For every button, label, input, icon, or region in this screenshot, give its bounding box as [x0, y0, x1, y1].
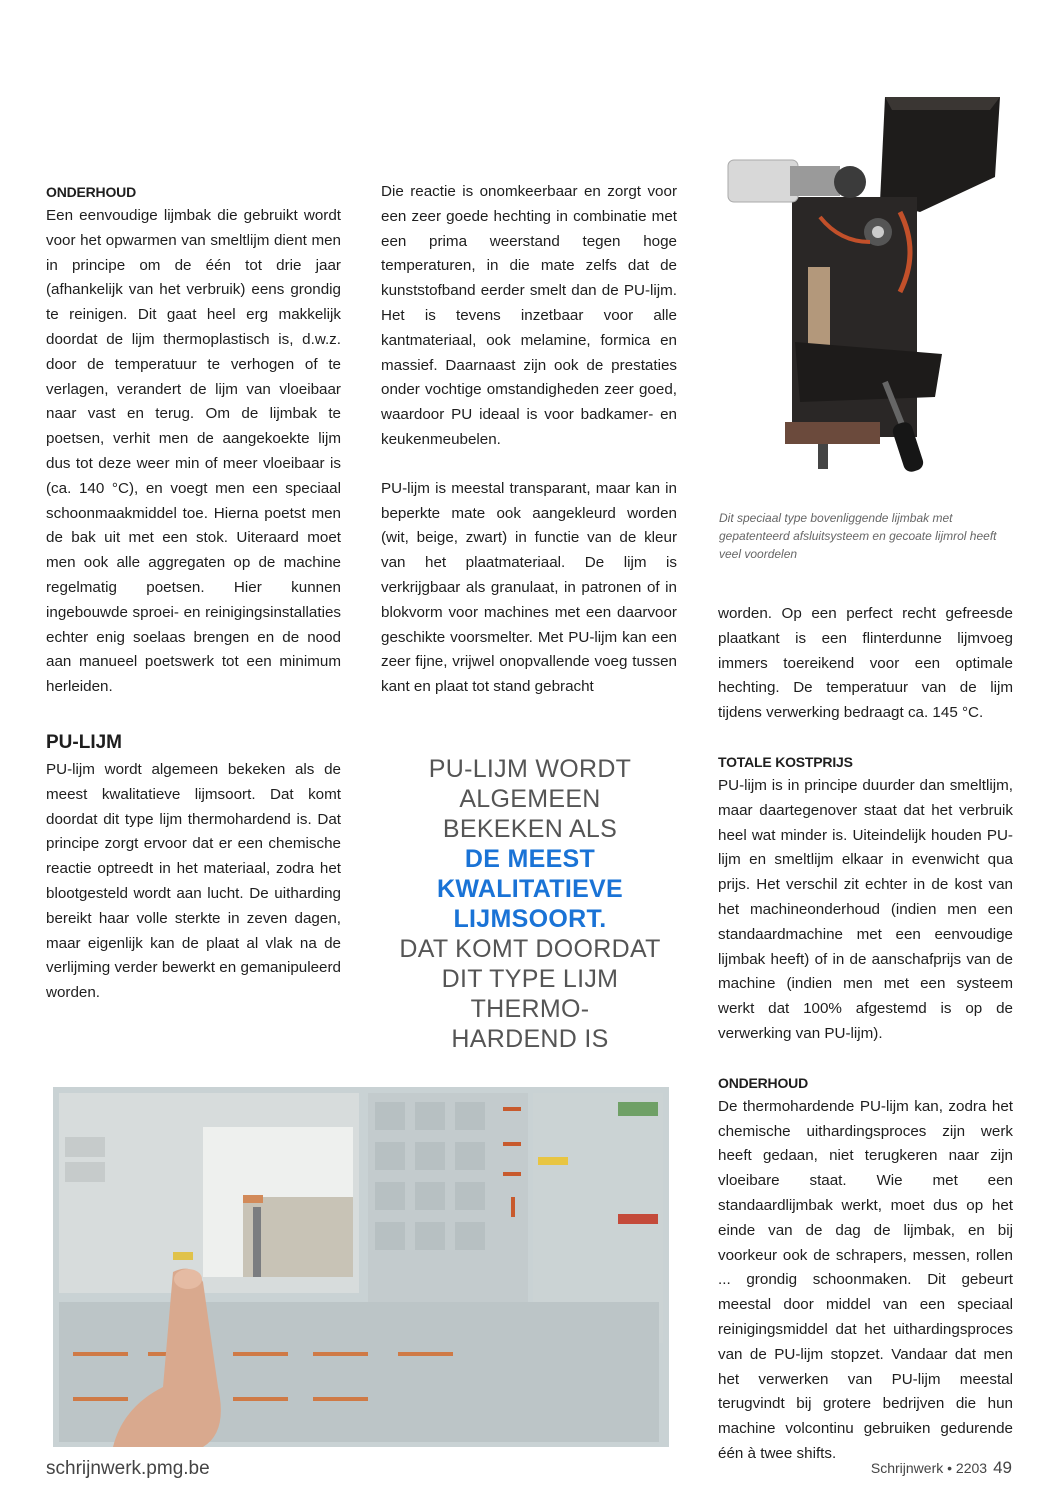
footer-website-link[interactable]: schrijnwerk.pmg.be — [46, 1458, 210, 1479]
quote-line: ALGEMEEN — [459, 785, 601, 813]
footer-issue — [871, 1458, 1012, 1478]
paragraph: worden. Op een perfect recht gefreesde plaatkant is een flinterdunne lijmvoeg immers toereikend voor een optimale hechting. De temperatuur van de lijm tijdens verwerking bedraagt ca. 145 °C. — [718, 605, 1013, 722]
heading-pu-lijm: PU-LIJM — [46, 731, 122, 753]
quote-line: DAT KOMT DOORDAT — [399, 935, 661, 963]
paragraph: PU-lijm is in principe duurder dan smeltlijm, maar daartegenover staat dat het verbruik heel wat minder is. Uiteindelijk houden PU-lijm en smeltlijm elkaar in evenwicht qua prijs. Het verschil zit echter in de kost van het machineonderhoud (indien men een standaardmachine met een eenvoudige lijmbak heeft) of in de aanschafprijs van de machine (indien men met een systeem werkt dat 100% afgestemd is op de verwerking van PU-lijm). — [718, 776, 1013, 1042]
heading-onderhoud: ONDERHOUD — [46, 184, 136, 200]
touchscreen-control-photo — [53, 1087, 669, 1447]
paragraph: PU-lijm is meestal transparant, maar kan in beperkte mate ook aangekleurd worden (wit, beige, zwart) in functie van de kleur van het plaatmateriaal. De lijm is verkrijgbaar als granulaat, in patronen of in blokvorm voor machines met een daarvoor geschikte voorsmelter. Met PU-lijm kan een zeer fijne, vrijwel onopvallende voeg tussen kant en plaat tot stand gebracht — [381, 479, 677, 696]
paragraph: Die reactie is onomkeerbaar en zorgt voor een zeer goede hechting in combinatie met een prima weerstand tegen hoge temperaturen, in die mate zelfs dat de kunststofband eerder smelt dan de PU-lijm. Het is tevens inzetbaar voor alle kantmateriaal, ook melamine, formica en massief. Daarnaast zijn ook de prestaties onder vochtige omstandigheden zeer goed, waardoor PU ideaal is voor badkamer- en keukenmeubelen. — [381, 183, 677, 448]
quote-line: HARDEND IS — [451, 1025, 609, 1053]
column-3 — [718, 602, 1013, 1467]
page-number: 49 — [993, 1458, 1012, 1477]
quote-line: PU-LIJM WORDT — [428, 755, 632, 783]
quote-highlight: DE MEEST — [464, 845, 596, 873]
photo-caption: Dit speciaal type bovenliggende lijmbak met gepatenteerd afsluitsysteem en gecoate lijmrol heeft veel voordelen — [719, 511, 997, 561]
paragraph: De thermohardende PU-lijm kan, zodra het chemische uithardingsproces zijn werk heeft gedaan, niet terugkeren naar zijn vloeibare staat. Wie met een standaardlijmbak werkt, moet dus op het einde van de dag de lijmbak, en bij voorkeur ook de schrapers, messen, rollen ... grondig schoonmaken. Dit gebeurt meestal door middel van een speciaal reinigingsmiddel dat het uithardingsproces van de PU-lijm stopzet. Vandaar dat men het verwerken van PU-lijm meestal terugvindt bij grotere bedrijven die hun machine volcontinu gebruiken gedurende één à twee shifts. — [718, 1097, 1013, 1462]
column-1 — [46, 180, 341, 1006]
pull-quote — [380, 754, 680, 1054]
quote-line: DIT TYPE LIJM THERMO- — [441, 965, 619, 1023]
heading-totale-kostprijs: TOTALE KOSTPRIJS — [718, 753, 853, 770]
paragraph: Een eenvoudige lijmbak die gebruikt wordt voor het opwarmen van smeltlijm dient men in principe om de één tot drie jaar (afhankelijk van het verbruik) eens grondig te reinigen. Dit gaat heel erg makkelijk doordat de lijm thermoplastisch is, d.w.z. door de temperatuur te verhogen of te verlagen, verandert de lijm van vloeibaar naar vast en terug. Om de lijmbak te poetsen, verhit men de aangekoekte lijm dus tot deze weer min of meer vloeibaar is (ca. 140 °C), en voegt men een speciaal schoonmaakmiddel toe. Hierna poetst men de bak uit met een stok. Uiteraard moet men ook alle aggregaten op de machine regelmatig poetsen. Hier kunnen ingebouwde sproei- en reinigingsinstallaties echter enig soelaas brengen en de nood aan manueel poetswerk tot een minimum herleiden. — [46, 207, 341, 696]
quote-highlight: KWALITATIEVE — [437, 875, 623, 903]
paragraph: PU-lijm wordt algemeen bekeken als de meest kwalitatieve lijmsoort. Dat komt doordat dit type lijm thermohardend is. Dat principe zorgt ervoor dat er een chemische reactie optreedt in het materiaal, zodra het blootgesteld wordt aan lucht. De uitharding bereikt haar volle sterkte in zeven dagen, maar eigenlijk kan de plaat al vlak na de verlijming verder bewerkt en gemanipuleerd worden. — [46, 760, 341, 1002]
quote-highlight: LIJMSOORT. — [453, 905, 607, 933]
column-2 — [381, 180, 677, 700]
glue-pot-machine-photo — [720, 92, 1020, 496]
issue-label: Schrijnwerk • 2203 — [870, 1460, 988, 1476]
heading-onderhoud: ONDERHOUD — [718, 1074, 808, 1091]
quote-line: BEKEKEN ALS — [442, 815, 618, 843]
